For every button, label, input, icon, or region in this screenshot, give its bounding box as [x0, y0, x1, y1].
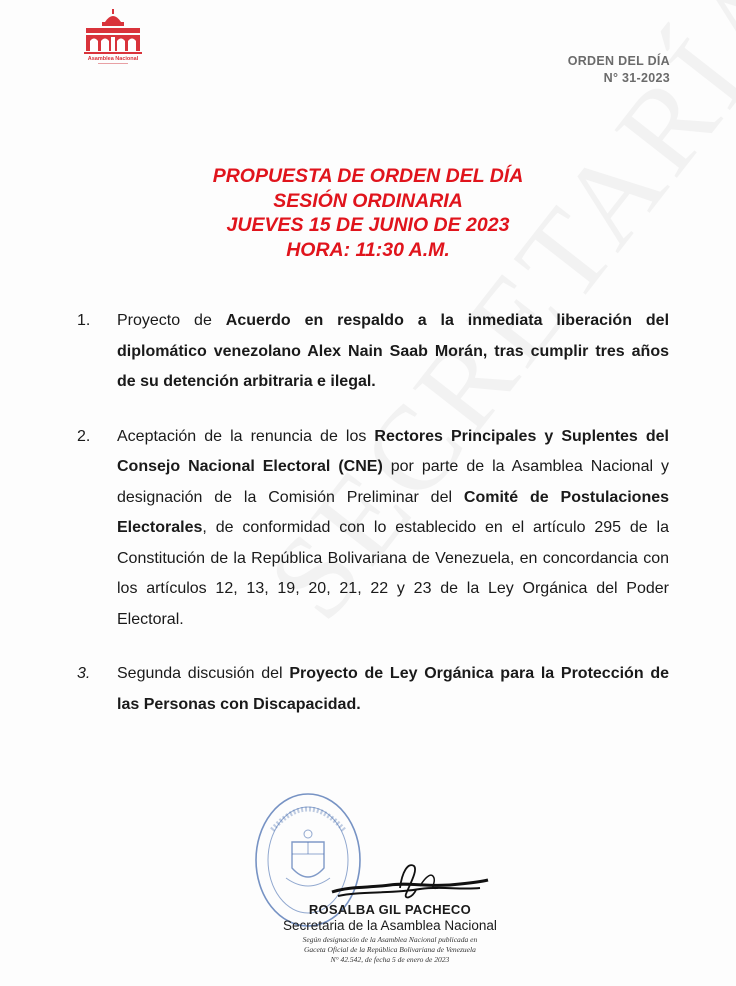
signer-role: Secretaria de la Asamblea Nacional [283, 918, 497, 933]
document-title [0, 164, 736, 262]
agenda-item-bold-text: Proyecto de Ley Orgánica para la Protección de las Personas con Discapacidad. [117, 665, 670, 713]
signer-block [283, 902, 497, 964]
agenda-item-text [117, 659, 669, 720]
agenda-item-plain-text: Proyecto de [117, 312, 226, 329]
agenda-item-number: 2. [77, 427, 91, 445]
agenda-item-number: 3. [77, 665, 91, 682]
logo-text: Asamblea Nacional [87, 56, 139, 62]
agenda-item-bold-text: Acuerdo en respaldo a la inmediata liberación del diplomático venezolano Alex Nain Saab Morán, tras cumplir tres años de su detención arbitraria e ilegal. [117, 312, 670, 390]
agenda-item-plain-text: Aceptación de la renuncia de los [117, 427, 375, 445]
order-reference [568, 53, 670, 87]
agenda-item-plain-text: Segunda discusión del [117, 665, 290, 682]
signer-note-line-1: Según designación de la Asamblea Nacional publicada en [302, 935, 478, 944]
title-line-1: PROPUESTA DE ORDEN DEL DÍA [212, 165, 524, 187]
signer-name: ROSALBA GIL PACHECO [308, 902, 472, 917]
agenda-item-number: 1. [77, 312, 91, 329]
agenda-list [77, 306, 669, 744]
agenda-item-bold-text: Rectores Principales y Suplentes del Consejo Nacional Electoral (CNE) [117, 427, 669, 475]
signer-note-line-3: N° 42.542, de fecha 5 de enero de 2023 [330, 955, 450, 964]
order-number: N° 31-2023 [603, 71, 670, 85]
order-label: ORDEN DEL DÍA [567, 54, 670, 68]
asamblea-nacional-logo-icon [78, 8, 148, 74]
agenda-item [77, 659, 669, 720]
agenda-item-text [117, 422, 669, 636]
agenda-item-bold-text: Comité de Postulaciones Electorales [117, 488, 670, 536]
agenda-item-text [117, 306, 669, 398]
title-line-4: HORA: 11:30 A.M. [286, 238, 450, 261]
title-line-2: SESIÓN ORDINARIA [273, 189, 463, 212]
agenda-item [77, 306, 669, 398]
title-line-3: JUEVES 15 DE JUNIO DE 2023 [226, 214, 510, 236]
signer-note-line-2: Gaceta Oficial de la República Bolivariana de Venezuela [304, 945, 476, 954]
agenda-item-plain-text: por parte de la Asamblea Nacional y designación de la Comisión Preliminar del [117, 458, 670, 506]
agenda-item [77, 422, 669, 636]
agenda-item-plain-text: , de conformidad con lo establecido en el artículo 295 de la Constitución de la República Bolivariana de Venezuela, en concordancia con los artículos 12, 13, 19, 20, 21, 22 y 23 de la Ley Orgánica del Poder Electoral. [117, 519, 669, 628]
handwritten-signature-icon [330, 858, 490, 908]
